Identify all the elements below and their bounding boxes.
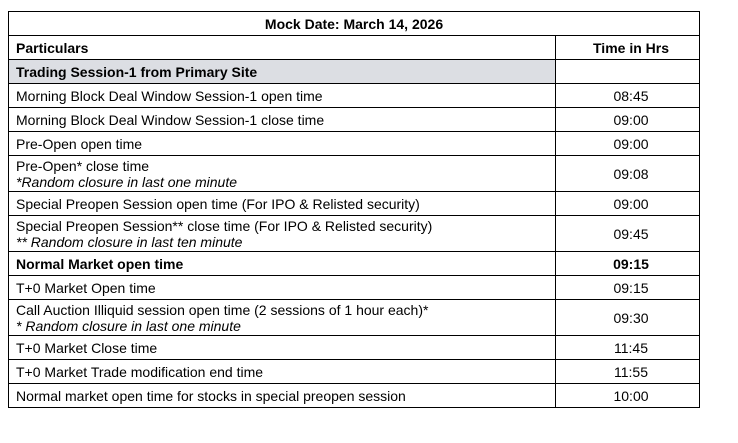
row-label [9, 252, 556, 276]
row-label [9, 276, 556, 300]
row-label [9, 192, 556, 216]
table-row [9, 216, 700, 252]
market-timings-table [8, 11, 700, 408]
row-time: 09:08 [556, 156, 700, 192]
row-label [9, 132, 556, 156]
row-label [9, 336, 556, 360]
table-row [9, 276, 700, 300]
row-label-text: Normal market open time for stocks in special preopen session [16, 387, 406, 404]
row-label-text: T+0 Market Open time [16, 279, 156, 296]
row-label-text: T+0 Market Trade modification end time [16, 363, 264, 380]
row-label-text: Morning Block Deal Window Session-1 close time [16, 111, 325, 128]
header-row [9, 36, 700, 60]
row-label [9, 108, 556, 132]
table-row [9, 156, 700, 192]
row-time: 09:45 [556, 216, 700, 252]
row-label-text: Morning Block Deal Window Session-1 open time [16, 87, 323, 104]
row-time: 09:00 [556, 108, 700, 132]
table-row [9, 108, 700, 132]
row-time: 11:45 [556, 336, 700, 360]
row-time: 09:30 [556, 300, 700, 336]
row-time: 09:00 [556, 132, 700, 156]
section-row [9, 60, 700, 84]
section-time-cell [556, 60, 700, 84]
table-row [9, 360, 700, 384]
mock-date-title: Mock Date: March 14, 2026 [9, 12, 700, 36]
row-label-text: Special Preopen Session open time (For IPO & Relisted security) [16, 195, 420, 212]
row-footnote: * Random closure in last one minute [16, 317, 241, 334]
row-label [9, 84, 556, 108]
time-header: Time in Hrs [556, 36, 700, 60]
row-footnote: *Random closure in last one minute [16, 173, 238, 190]
table-row [9, 300, 700, 336]
table-row [9, 132, 700, 156]
section-title: Trading Session-1 from Primary Site [9, 60, 556, 84]
row-time: 09:15 [556, 252, 700, 276]
row-label-text: Call Auction Illiquid session open time (2 sessions of 1 hour each)* [16, 301, 429, 318]
row-footnote: ** Random closure in last ten minute [16, 233, 243, 250]
table-row [9, 84, 700, 108]
table-row [9, 384, 700, 408]
row-label-text: Normal Market open time [16, 255, 184, 272]
row-time: 08:45 [556, 84, 700, 108]
row-label-text: Pre-Open* close time [16, 157, 150, 174]
table-row [9, 192, 700, 216]
row-label-text: Special Preopen Session** close time (For IPO & Relisted security) [16, 217, 433, 234]
row-label [9, 156, 556, 192]
row-label [9, 300, 556, 336]
row-time: 09:15 [556, 276, 700, 300]
table-row [9, 336, 700, 360]
particulars-header: Particulars [9, 36, 556, 60]
row-time: 09:00 [556, 192, 700, 216]
row-time: 11:55 [556, 360, 700, 384]
title-row [9, 12, 700, 36]
row-label [9, 384, 556, 408]
row-label-text: Pre-Open open time [16, 135, 143, 152]
row-label [9, 360, 556, 384]
row-label [9, 216, 556, 252]
row-label-text: T+0 Market Close time [16, 339, 158, 356]
table-row [9, 252, 700, 276]
row-time: 10:00 [556, 384, 700, 408]
